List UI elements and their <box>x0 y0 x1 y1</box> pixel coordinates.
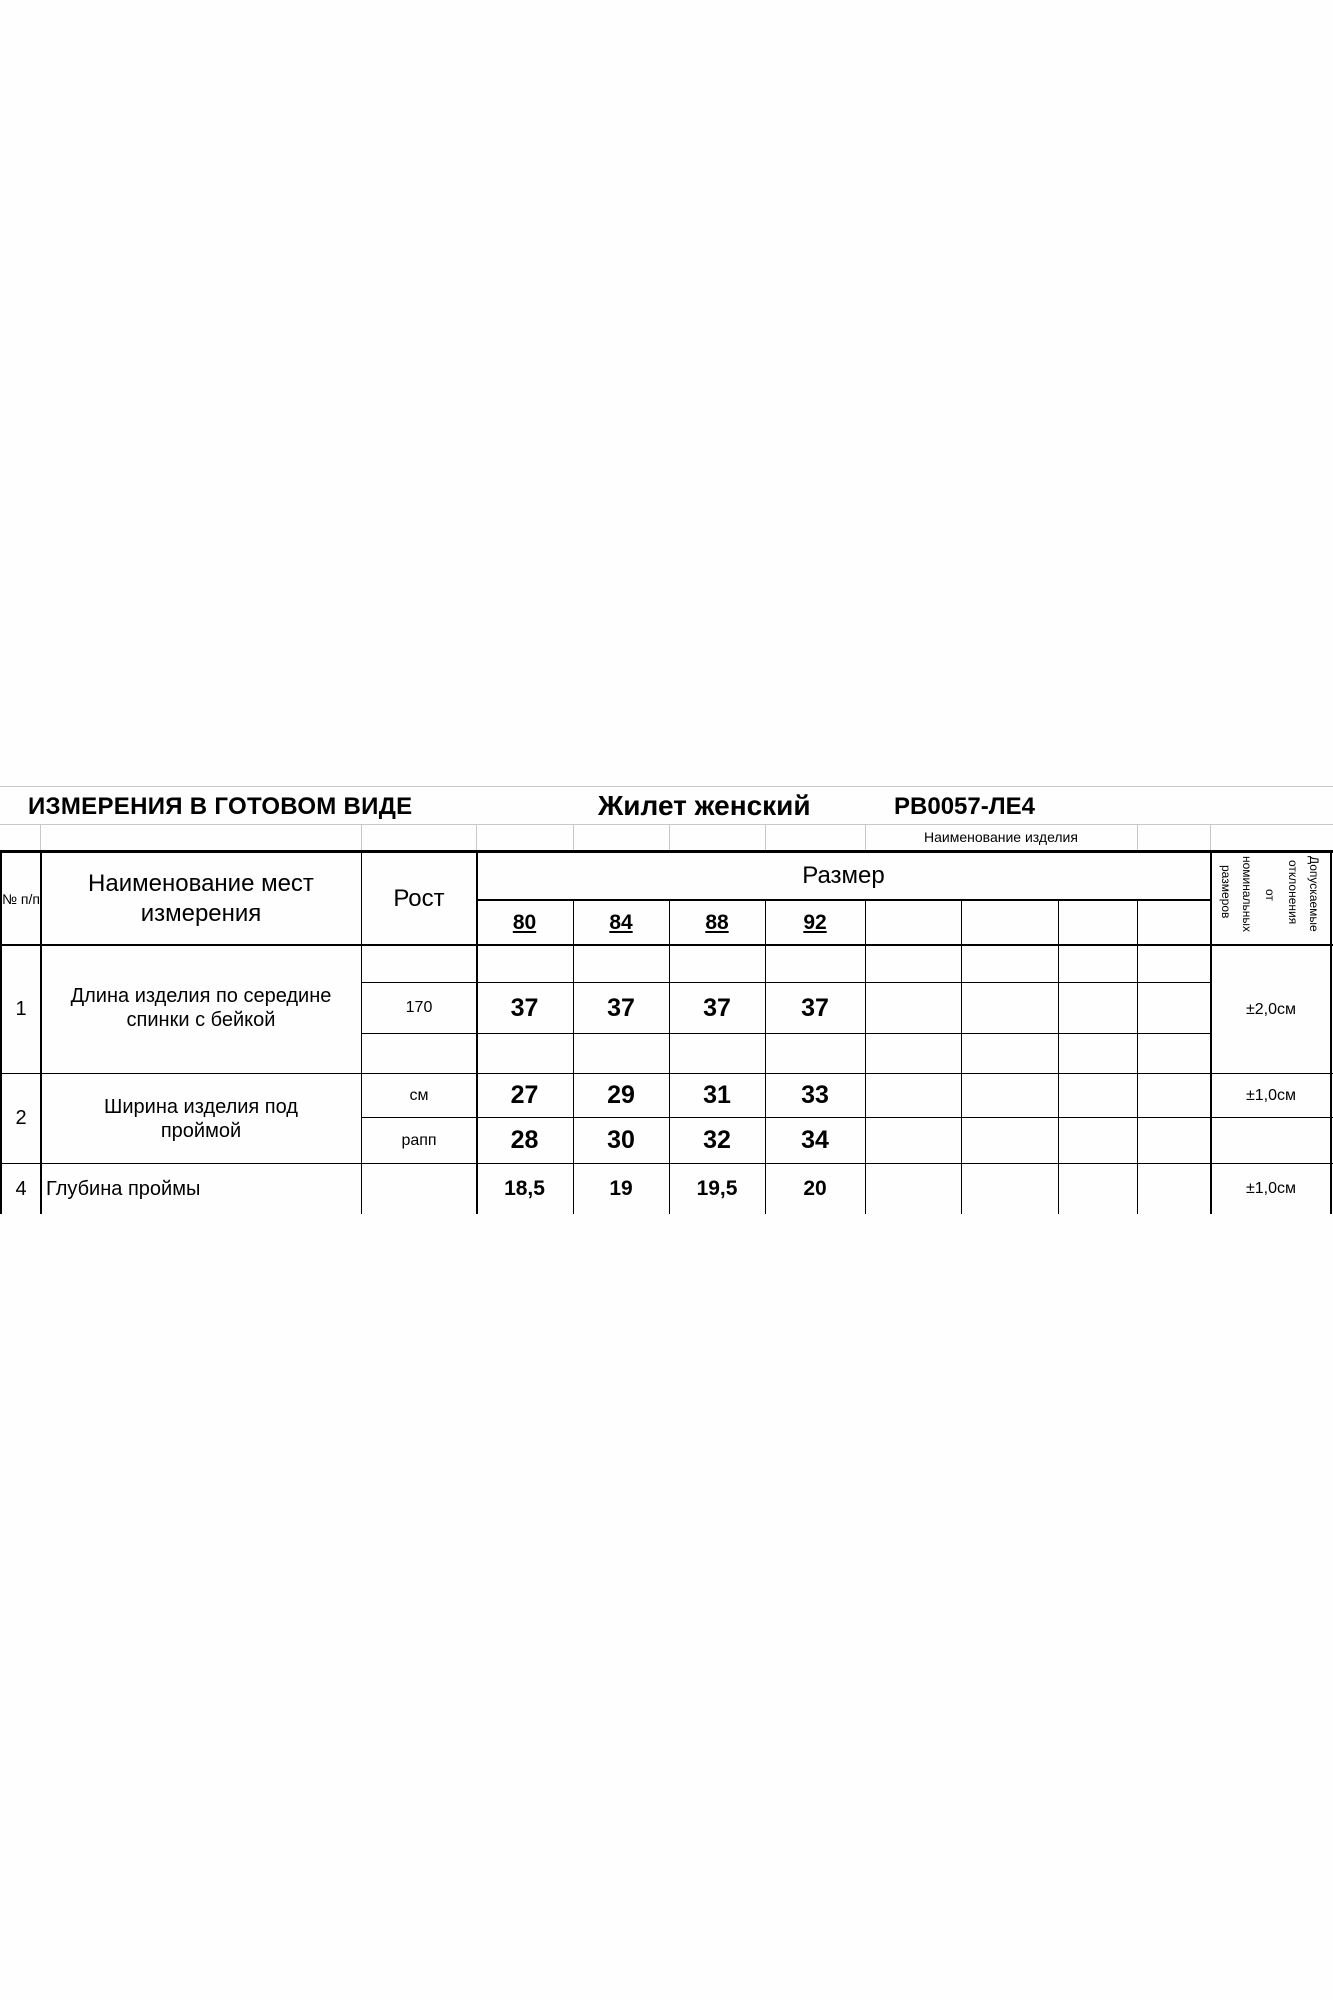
row4-number: 4 <box>15 1177 27 1200</box>
row4-value-92: 20 <box>803 1177 827 1200</box>
rule-v-s5 <box>961 899 962 1214</box>
row2-rapp-88: 32 <box>703 1126 731 1154</box>
rule-v-num <box>40 850 42 1214</box>
row1-value-92: 37 <box>801 993 829 1022</box>
rule-header-bottom <box>0 944 1333 946</box>
row2-cm-92: 33 <box>801 1081 829 1109</box>
rule-v-light-4 <box>573 824 574 850</box>
header-size-group: Размер <box>802 862 885 889</box>
row1-name: Длина изделия по середине спинки с бейкой <box>70 984 332 1031</box>
row2-rapp-92: 34 <box>801 1126 829 1154</box>
row2-number: 2 <box>15 1107 27 1129</box>
size-80: 80 <box>512 910 537 934</box>
rule-v-s4 <box>865 899 866 1214</box>
header-name: Наименование мест измерения <box>88 869 314 927</box>
size-84: 84 <box>609 910 633 934</box>
row2-cm-88: 31 <box>703 1081 731 1109</box>
rule-top <box>0 786 1333 787</box>
row4-value-88: 19,5 <box>696 1177 738 1200</box>
sheet-title: ИЗМЕРЕНИЯ В ГОТОВОМ ВИДЕ <box>28 793 413 820</box>
tolerance-line-4: номинальных <box>1240 856 1254 933</box>
row2-cm-80: 27 <box>510 1081 539 1109</box>
row4-value-84: 19 <box>609 1177 633 1200</box>
row1-value-84: 37 <box>607 993 635 1022</box>
tolerance-line-5: размеров <box>1219 865 1233 919</box>
product-code: РВ0057-ЛЕ4 <box>894 793 1035 820</box>
rule-v-light-6 <box>765 824 766 850</box>
rule-v-light-5 <box>669 824 670 850</box>
row2-rapp-80: 28 <box>510 1126 539 1154</box>
rule-v-light-1 <box>40 824 41 850</box>
rule-v-light-3 <box>476 824 477 850</box>
row4-tolerance: ±1,0см <box>1245 1180 1297 1197</box>
tolerance-line-1: Допускаемые <box>1307 856 1321 932</box>
row2-name: Ширина изделия под проймой <box>104 1095 298 1142</box>
row1-value-88: 37 <box>703 993 731 1022</box>
row1-tolerance: ±2,0см <box>1245 1000 1297 1018</box>
rule-title-bottom <box>0 824 1333 825</box>
rule-v-right <box>1330 850 1332 1214</box>
row2-tolerance: ±1,0см <box>1245 1086 1297 1104</box>
product-caption: Наименование изделия <box>924 829 1078 845</box>
size-88: 88 <box>705 910 729 934</box>
row2-unit-cm: см <box>409 1086 429 1104</box>
size-92: 92 <box>803 910 827 934</box>
rule-r1b <box>361 1033 1210 1034</box>
header-number: № п/п <box>2 890 40 907</box>
row2-cm-84: 29 <box>607 1081 635 1109</box>
tolerance-line-3: от <box>1263 889 1277 901</box>
rule-v-light-2 <box>361 824 362 850</box>
row2-unit-rapp: рапп <box>401 1131 437 1149</box>
header-height: Рост <box>393 884 445 912</box>
row4-name: Глубина проймы <box>46 1178 201 1200</box>
measurement-sheet <box>0 786 1333 1214</box>
row1-unit: 170 <box>405 999 433 1016</box>
row1-value-80: 37 <box>510 993 539 1022</box>
tolerance-line-2: отклонения <box>1286 860 1300 925</box>
rule-v-light-9 <box>1210 824 1211 850</box>
row1-number: 1 <box>15 998 27 1020</box>
rule-v-s7 <box>1137 899 1138 1214</box>
row2-rapp-84: 30 <box>607 1126 635 1154</box>
row4-value-80: 18,5 <box>504 1177 545 1200</box>
rule-v-s6 <box>1058 899 1059 1214</box>
product-name: Жилет женский <box>598 790 811 821</box>
rule-v-light-8 <box>1137 824 1138 850</box>
